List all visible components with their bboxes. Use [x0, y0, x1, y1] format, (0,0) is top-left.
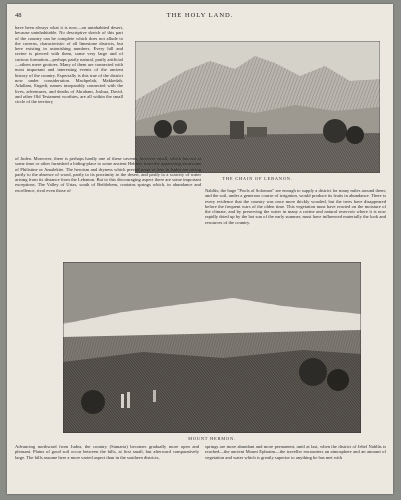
running-title: THE HOLY LAND. [166, 12, 234, 19]
engraving-lebanon [135, 41, 380, 173]
body-text-column-top-left: have been always what it is now—an uninhabited desert, because uninhabitable. No descriptive sketch of this part of the country can be complete which does not allude to the caverns, characteristic of all limestone districts, but here existing in astonishing numbers. Every hill and ravine is pierced with them, some very large and of curious formation—perhaps partly natural, partly artificial—others mere grottoes. Many of them are connected with most important and interesting events of the ancient history of the country. Especially is this true of the district now under consideration. Machpelah, Makkedah, Adullam, Engedi, names inseparably connected with the lives, adventures, and deaths of Abraham, Joshua, David, and other Old Testament worthies, are all within the small circle of the territory [15, 25, 123, 105]
caption-chain-of-lebanon: THE CHAIN OF LEBANON. [222, 176, 293, 181]
body-text-column-mid-left: of Judea. Moreover, there is perhaps hardly one of these caverns, however small, which has not at some time or other furnished a hiding-place to some ancient Hebrew from the oppressing incursions of Philistine or Amalekite. The heroism and dryness which prevail more or less in Judea are owing partly to the absence of wood, partly to its proximity to the desert, and partly to a scarcity of water arising from its distance from the Lebanon. But to this discouraging aspect there are some important exceptions. The Valley of Urtas, south of Bethlehem, contains springs which, in abundance and excellence, rival even those of [15, 156, 201, 193]
page-number: 48 [15, 12, 22, 19]
engraving-hermon [63, 262, 361, 433]
illustration-chain-of-lebanon [135, 41, 380, 173]
caption-mount-hermon: MOUNT HERMON. [188, 436, 236, 441]
illustration-mount-hermon [63, 262, 361, 433]
page-header [7, 12, 393, 22]
body-text-column-mid-right: Nablûs; the huge "Pools of Solomon" are enough to supply a district for many miles around them; and the soil, under a generous course of irrigation, would produce its fruits in abundance. There is every evidence that the country was once more thickly wooded, but the trees have disappeared before the frequent wars of the olden time. This vegetation must have reacted on the moisture of the climate, and by preserving the water in many a ravine and natural reservoir where it is now rapidly dried up by the hot sun of the early summer, must have influenced materially the look and resources of the country. [205, 188, 386, 225]
body-text-column-bottom-right: springs are more abundant and more permanent, until at last, when the district of Jebel Nablûs is reached—the ancient Mount Ephraim—the traveller encounters an atmosphere and an amount of vegetation and water which is greatly superior to anything he has met with [205, 444, 386, 460]
book-page [7, 4, 393, 494]
body-text-column-bottom-left: Advancing northward from Judea, the country (Samaria) becomes gradually more open and pleasant. Plains of good soil occur between the hills, at first small, but afterward comparatively large. The hills assume here a more varied aspect than in the southern districts, [15, 444, 199, 460]
